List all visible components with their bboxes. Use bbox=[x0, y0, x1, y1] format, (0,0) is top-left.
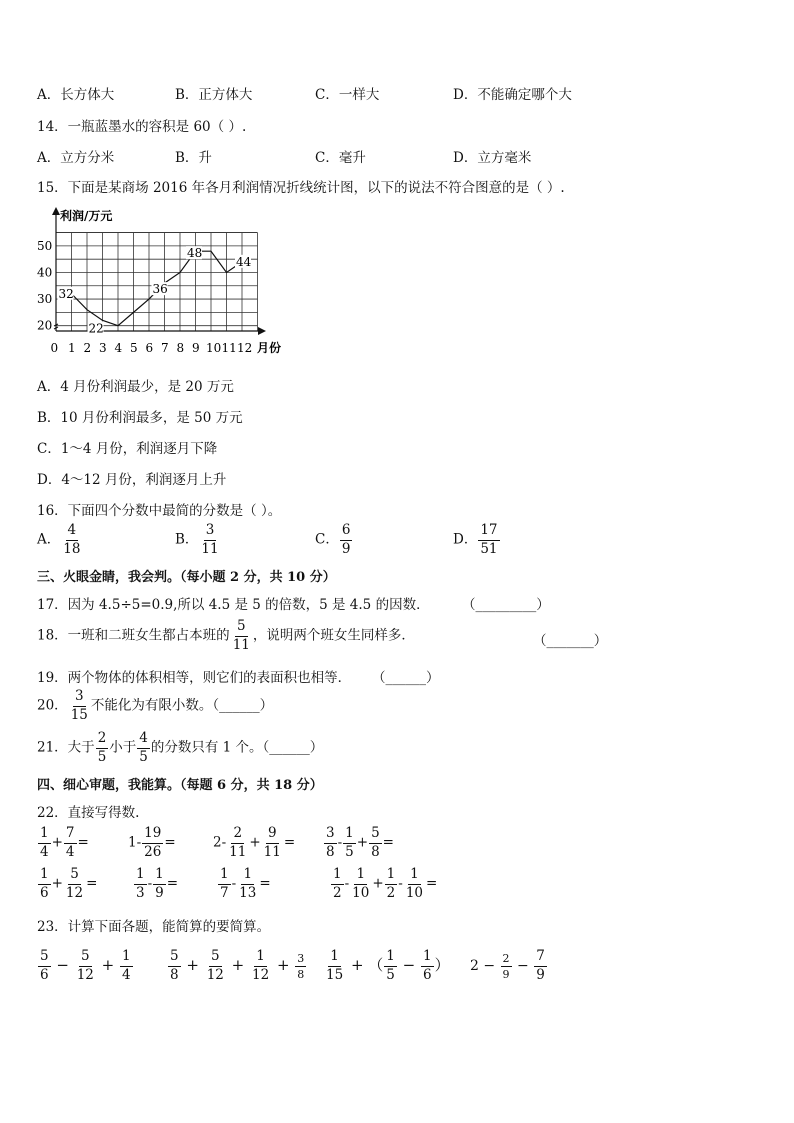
y-tick-labels bbox=[37, 239, 52, 333]
x-tick-label: 2 bbox=[83, 341, 92, 355]
q18-answer-blank[interactable]: （_______） bbox=[533, 633, 608, 649]
q17-statement: 17．因为 4.5÷5=0.9,所以 4.5 是 5 的倍数，5 是 4.5 的因数． bbox=[37, 597, 430, 613]
fraction: $\frac{2}{5}$ bbox=[97, 730, 107, 765]
q18-statement: 18．一班和二班女生都占本班的 $\frac{5}{11}$ ，说明两个班女生同样多． bbox=[37, 618, 415, 653]
q19-statement: 19．两个物体的体积相等，则它们的表面积也相等． bbox=[37, 670, 352, 686]
fraction: $\frac{3}{11}$ bbox=[201, 522, 219, 557]
fraction: $\frac{5}{11}$ bbox=[232, 618, 250, 653]
x-tick-labels bbox=[51, 341, 253, 355]
fraction: $\frac{6}{9}$ bbox=[341, 522, 351, 557]
q20-statement[interactable]: 20． $\frac{3}{15}$ 不能化为有限小数。（______） bbox=[37, 688, 274, 723]
section-4-title: 四、细心审题，我能算。（每题 6 分，共 18 分） bbox=[37, 778, 323, 793]
q15-option-b: B．10 月份利润最多，是 50 万元 bbox=[37, 410, 243, 426]
q16-option-a bbox=[37, 524, 83, 556]
q23-expr-4: 2 − $\frac{2}{9}$ − $\frac{7}{9}$ bbox=[470, 948, 545, 983]
option-label: C． bbox=[315, 531, 339, 548]
point-label: 32 bbox=[58, 286, 74, 301]
q13-option-c: C．一样大 bbox=[315, 87, 380, 103]
q16-option-d bbox=[453, 524, 501, 556]
x-tick-label: 1 bbox=[68, 341, 76, 355]
y-tick-label: 40 bbox=[37, 265, 53, 280]
q22-expr-2: 1- $\frac{19}{26}$ = bbox=[128, 825, 176, 860]
q22-expr-7: $\frac{1}{7}$ - $\frac{1}{13}$ = bbox=[220, 866, 271, 901]
chart-axes bbox=[52, 207, 266, 335]
q22-expr-1: $\frac{1}{4}$ + $\frac{7}{4}$ = bbox=[40, 825, 89, 860]
q14-option-b: B．升 bbox=[175, 150, 212, 166]
q17-answer-blank[interactable]: （_________） bbox=[462, 597, 550, 613]
q16-question: 16．下面四个分数中最简的分数是（ ）。 bbox=[37, 503, 282, 519]
q13-option-a: A．长方体大 bbox=[37, 87, 115, 103]
point-label: 44 bbox=[236, 254, 252, 269]
x-tick-label: 9 bbox=[192, 341, 200, 355]
q23-expr-3: $\frac{1}{15}$ + （ $\frac{1}{5}$ − $\frac{1}{6}$ ） bbox=[326, 948, 450, 983]
q15-option-a: A．4 月份利润最少，是 20 万元 bbox=[37, 379, 234, 395]
x-axis-arrow bbox=[258, 327, 266, 335]
x-tick-label: 6 bbox=[145, 341, 154, 355]
q22-title: 22．直接写得数. bbox=[37, 805, 140, 821]
q14-option-a: A．立方分米 bbox=[37, 150, 115, 166]
option-label: B． bbox=[175, 531, 199, 548]
point-label: 48 bbox=[187, 246, 203, 261]
q23-title: 23．计算下面各题，能简算的要简算。 bbox=[37, 919, 271, 935]
q22-expr-8: $\frac{1}{2}$ - $\frac{1}{10}$ + $\frac{1}{2}$ - $\frac{1}{10}$ = bbox=[333, 866, 438, 901]
y-axis-label: 利润/万元 bbox=[60, 209, 113, 223]
fraction: $\frac{3}{15}$ bbox=[70, 688, 88, 723]
x-tick-label: 0 bbox=[50, 341, 59, 355]
x-tick-label: 7 bbox=[161, 341, 169, 355]
y-tick-label: 30 bbox=[37, 292, 53, 307]
q15-option-c: C．1～4 月份，利润逐月下降 bbox=[37, 441, 218, 457]
option-label: D． bbox=[453, 531, 478, 548]
q14-option-c: C．毫升 bbox=[315, 150, 366, 166]
x-tick-label: 8 bbox=[176, 341, 185, 355]
q14-option-d: D．立方毫米 bbox=[453, 150, 532, 166]
x-tick-label: 4 bbox=[114, 341, 123, 355]
q22-expr-4: $\frac{3}{8}$ - $\frac{1}{5}$ + $\frac{5}{8}$ = bbox=[326, 825, 394, 860]
x-tick-label: 12 bbox=[237, 341, 253, 355]
q22-expr-6: $\frac{1}{3}$ - $\frac{1}{9}$ = bbox=[136, 866, 179, 901]
q22-expr-5: $\frac{1}{6}$ + $\frac{5}{12}$ = bbox=[40, 866, 98, 901]
q23-expr-1: $\frac{5}{6}$ − $\frac{5}{12}$ + $\frac{1}{4}$ bbox=[40, 948, 131, 983]
point-label: 22 bbox=[88, 321, 104, 336]
point-label: 36 bbox=[152, 282, 168, 297]
q21-statement[interactable]: 21．大于 $\frac{2}{5}$ 小于 $\frac{4}{5}$ 的分数只有 1 个。（______） bbox=[37, 730, 324, 765]
section-3-title: 三、火眼金睛，我会判。（每小题 2 分，共 10 分） bbox=[37, 570, 336, 585]
q13-option-d: D．不能确定哪个大 bbox=[453, 87, 572, 103]
q19-answer-blank[interactable]: （______） bbox=[372, 670, 440, 686]
fraction: $\frac{4}{5}$ bbox=[139, 730, 148, 765]
x-tick-label: 11 bbox=[221, 341, 237, 355]
q16-option-b bbox=[175, 524, 222, 556]
x-tick-label: 3 bbox=[99, 341, 107, 355]
q15-option-d: D．4～12 月份，利润逐月上升 bbox=[37, 472, 227, 488]
q13-option-b: B．正方体大 bbox=[175, 87, 253, 103]
x-tick-label: 10 bbox=[206, 341, 222, 355]
y-tick-label: 20 bbox=[37, 318, 53, 333]
y-axis-arrow bbox=[52, 207, 60, 215]
fraction: $\frac{4}{18}$ bbox=[63, 522, 81, 557]
fraction: $\frac{17}{51}$ bbox=[480, 522, 498, 557]
option-label: A． bbox=[37, 531, 61, 548]
q23-expr-2: $\frac{5}{8}$ + $\frac{5}{12}$ + $\frac{1}{12}$ + $\frac{3}{8}$ bbox=[170, 948, 305, 983]
q22-expr-3: 2- $\frac{2}{11}$ + $\frac{9}{11}$ = bbox=[213, 825, 296, 860]
q16-option-c bbox=[315, 524, 353, 556]
y-tick-label: 50 bbox=[37, 238, 53, 253]
q14-question: 14．一瓶蓝墨水的容积是 60（ ）. bbox=[37, 119, 247, 135]
x-tick-label: 5 bbox=[130, 341, 138, 355]
profit-line-chart bbox=[30, 205, 300, 360]
x-axis-label: 月份 bbox=[257, 341, 282, 355]
q15-question: 15．下面是某商场 2016 年各月利润情况折线统计图，以下的说法不符合图意的是（ ）. bbox=[37, 180, 565, 196]
